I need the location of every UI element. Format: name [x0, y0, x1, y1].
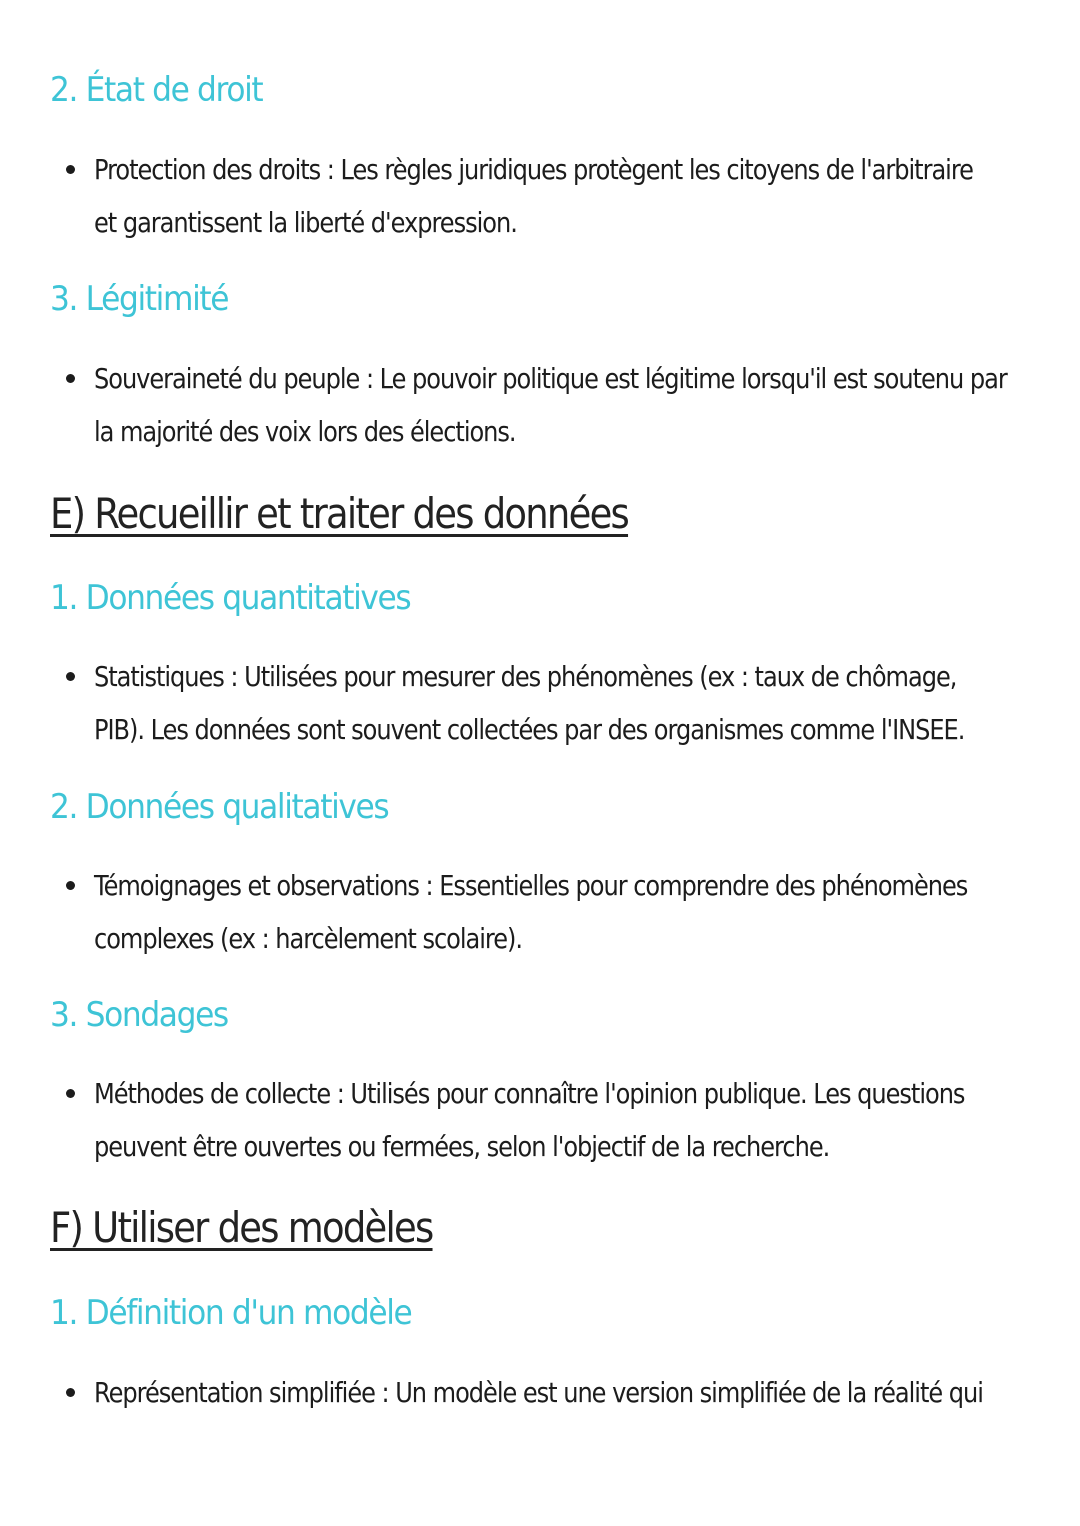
bullet-icon — [66, 672, 75, 681]
bullet-text — [94, 352, 1029, 458]
bullet-icon — [66, 1089, 75, 1098]
bullet-line: Méthodes de collecte : Utilisés pour connaître l'opinion publique. Les questions — [94, 1077, 965, 1110]
subheading-donnees-quantitatives: 1. Données quantitatives — [50, 578, 411, 618]
bullet-text — [94, 650, 1029, 756]
subheading-sondages: 3. Sondages — [50, 995, 228, 1035]
bullet-line: et garantissent la liberté d'expression. — [94, 206, 517, 239]
bullet-line: peuvent être ouvertes ou fermées, selon l'objectif de la recherche. — [94, 1130, 830, 1163]
bullet-text — [94, 859, 1029, 965]
section-title-e: E) Recueillir et traiter des données — [50, 489, 629, 538]
subheading-legitimite: 3. Légitimité — [50, 279, 229, 319]
bullet-line: Témoignages et observations : Essentielles pour comprendre des phénomènes — [94, 869, 968, 902]
bullet-text — [94, 1067, 1029, 1173]
bullet-text — [94, 143, 1029, 249]
bullet-line: Protection des droits : Les règles juridiques protègent les citoyens de l'arbitraire — [94, 153, 973, 186]
bullet-line: Statistiques : Utilisées pour mesurer des phénomènes (ex : taux de chômage, — [94, 660, 957, 693]
bullet-line: la majorité des voix lors des élections. — [94, 415, 516, 448]
bullet-icon — [66, 1388, 75, 1397]
section-title-f: F) Utiliser des modèles — [50, 1203, 433, 1252]
bullet-line: Souveraineté du peuple : Le pouvoir politique est légitime lorsqu'il est soutenu par — [94, 362, 1007, 395]
subheading-etat-de-droit: 2. État de droit — [50, 70, 263, 110]
bullet-icon — [66, 881, 75, 890]
bullet-text — [94, 1366, 1029, 1419]
bullet-line: Représentation simplifiée : Un modèle est une version simplifiée de la réalité qui — [94, 1376, 983, 1409]
bullet-icon — [66, 374, 75, 383]
subheading-definition-modele: 1. Définition d'un modèle — [50, 1293, 412, 1333]
bullet-line: complexes (ex : harcèlement scolaire). — [94, 922, 523, 955]
bullet-line: PIB). Les données sont souvent collectées par des organismes comme l'INSEE. — [94, 713, 965, 746]
subheading-donnees-qualitatives: 2. Données qualitatives — [50, 787, 389, 827]
bullet-icon — [66, 165, 75, 174]
